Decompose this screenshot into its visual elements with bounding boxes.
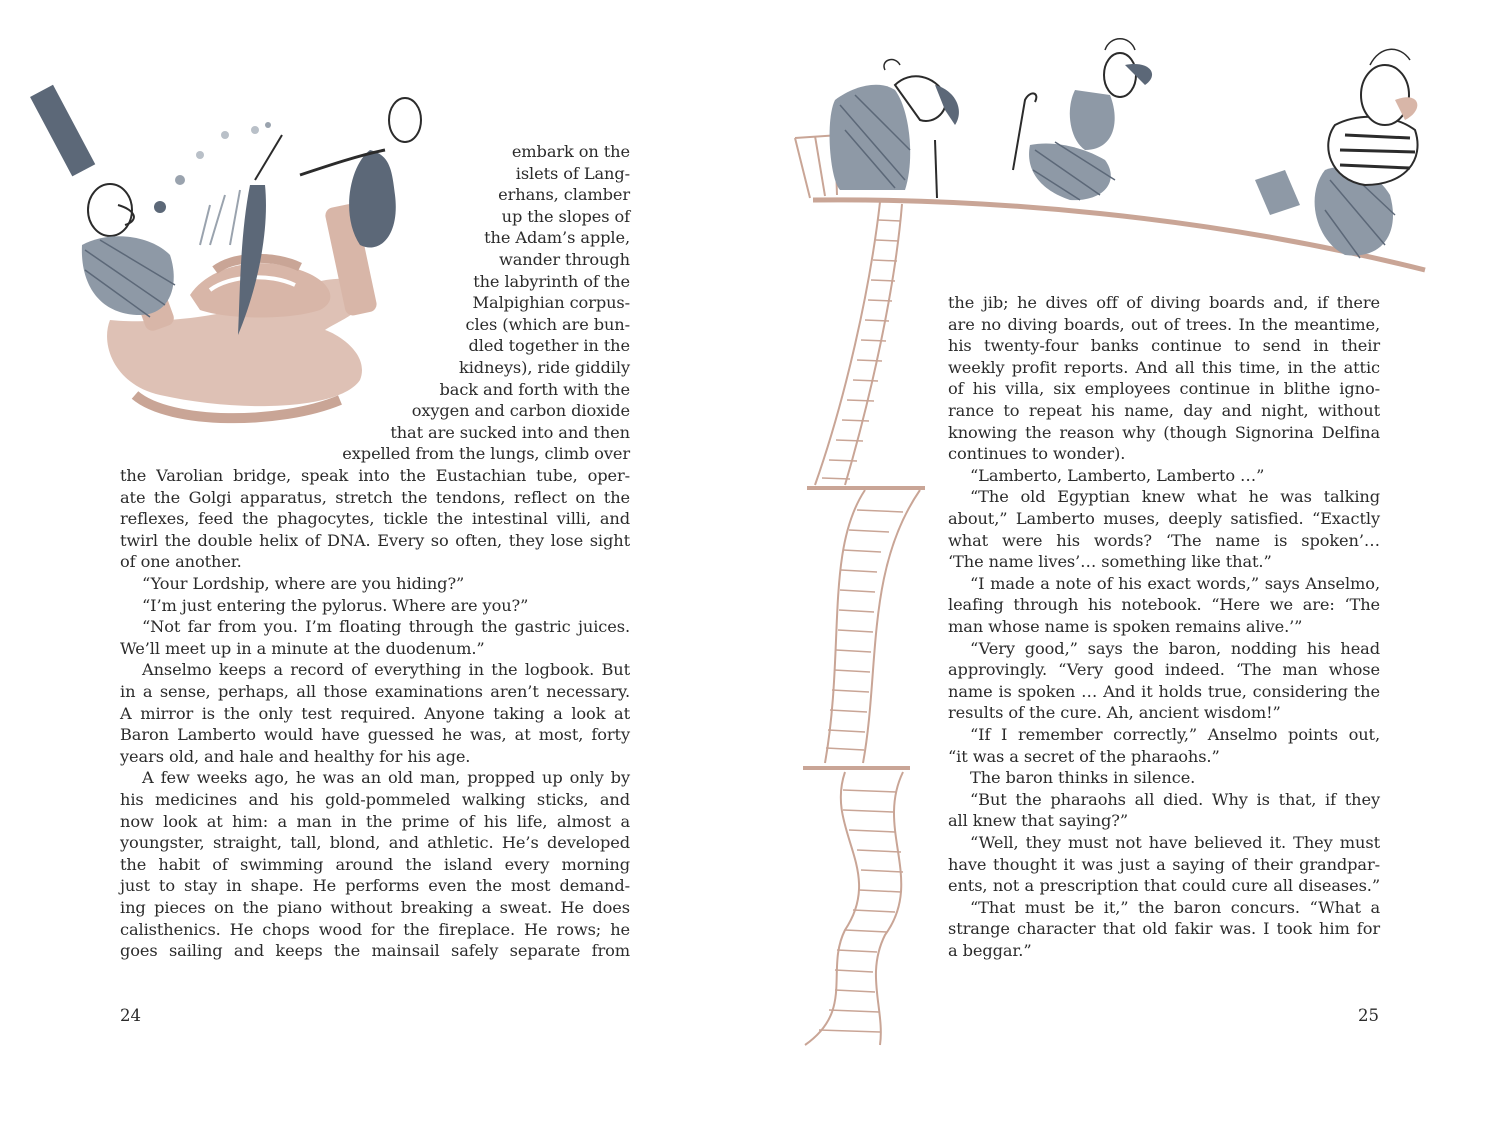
text-line: islets of Lang- [515,163,630,183]
text-line: “But the pharaohs all died. Why is that, if they [970,789,1380,809]
text-line: leafing through his notebook. “Here we are: ‘The [948,595,1380,615]
page-number-right: 25 [1358,1006,1379,1025]
text-line: what were his words? ‘The name is spoken’… [948,530,1380,550]
text-line: knowing the reason why (though Signorina Delfina [948,422,1380,442]
text-line: The baron thinks in silence. [970,768,1196,788]
text-line: “If I remember correctly,” Anselmo points out, [970,725,1380,744]
text-line: have thought it was just a saying of their grandpar- [948,854,1380,874]
text-line: ‘The name lives’… something like that.” [948,552,1272,572]
text-line: years old, and hale and healthy for his age. [120,746,471,766]
text-line: “I’m just entering the pylorus. Where are you?” [142,595,529,615]
text-line: strange character that old fakir was. I took him for [948,919,1380,939]
text-line: are no diving boards, out of trees. In the meantime, [948,314,1380,334]
text-line: ents, not a prescription that could cure all diseases.” [948,876,1380,896]
text-line: all knew that saying?” [948,811,1129,831]
text-line: ate the Golgi apparatus, stretch the tendons, reflect on the [120,487,630,507]
text-line: “Your Lordship, where are you hiding?” [142,574,465,593]
text-line: A mirror is the only test required. Anyone taking a look at [120,703,630,723]
text-line: results of the cure. Ah, ancient wisdom!” [948,703,1281,723]
text-line: embark on the [511,142,630,161]
text-line: expelled from the lungs, climb over [342,444,630,464]
text-line: that are sucked into and then [390,422,630,442]
text-line: the Varolian bridge, speak into the Eustachian tube, oper- [120,466,630,485]
text-line: up the slopes of [501,206,630,226]
text-line: weekly profit reports. And all this time, in the attic [948,357,1380,377]
text-line: cles (which are bun- [465,314,630,334]
text-line: “The old Egyptian knew what he was talking [970,487,1380,507]
text-line: twirl the double helix of DNA. Every so often, they lose sight [120,530,630,550]
text-line: his medicines and his gold-pommeled walking sticks, and [120,790,630,809]
text-line: approvingly. “Very good indeed. ‘The man whose [948,660,1380,680]
text-line: man whose name is spoken remains alive.’” [948,617,1303,636]
text-line: A few weeks ago, he was an old man, propped up only by [142,768,630,788]
text-line: back and forth with the [439,379,630,399]
text-line: “That must be it,” the baron concurs. “What a [970,897,1380,917]
text-line: “Lamberto, Lamberto, Lamberto …” [970,465,1265,485]
text-line: a beggar.” [948,941,1032,960]
text-line: of one another. [120,552,242,572]
text-line: youngster, straight, tall, blond, and athletic. He’s developed [120,833,630,853]
text-line: goes sailing and keeps the mainsail safely separate from [120,941,630,961]
text-line: erhans, clamber [498,185,630,205]
text-line: reflexes, feed the phagocytes, tickle the intestinal villi, and [120,509,630,529]
text-line: continues to wonder). [948,444,1126,464]
text-line: “it was a secret of the pharaohs.” [948,746,1220,766]
illustration-organ-explorers [40,95,380,425]
text-line: “Very good,” says the baron, nodding his head [970,638,1380,658]
text-line: calisthenics. He chops wood for the fireplace. He rows; he [120,919,630,939]
text-line: kidneys), ride giddily [459,358,630,377]
text-line: the habit of swimming around the island every morning [120,854,630,874]
text-line: in a sense, perhaps, all those examinations aren’t necessary. [120,682,630,701]
text-line: his twenty-four banks continue to send in their [948,336,1380,356]
text-line: ing pieces on the piano without breaking a sweat. He does [120,898,630,917]
text-line: We’ll meet up in a minute at the duodenum.” [120,638,485,658]
text-line: dled together in the [468,336,630,356]
text-line: “Not far from you. I’m floating through the gastric juices. [142,617,630,637]
text-line: Anselmo keeps a record of everything in the logbook. But [142,660,630,680]
text-line: the Adam’s apple, [484,228,630,248]
text-line: Baron Lamberto would have guessed he was, at most, forty [120,725,630,745]
text-line: oxygen and carbon dioxide [411,401,630,421]
text-line: rance to repeat his name, day and night, without [948,401,1380,420]
page-number-left: 24 [120,1006,141,1025]
text-line: now look at him: a man in the prime of his life, almost a [120,811,630,831]
text-line: the labyrinth of the [473,271,630,291]
text-line: the jib; he dives off of diving boards and, if there [948,293,1380,312]
text-line: name is spoken … And it holds true, considering the [948,681,1380,701]
text-line: of his villa, six employees continue in blithe igno- [948,379,1380,399]
text-line: just to stay in shape. He performs even the most demand- [120,876,630,896]
text-line: wander through [499,250,630,269]
text-line: “Well, they must not have believed it. They must [970,833,1380,852]
text-line: “I made a note of his exact words,” says Anselmo, [970,573,1380,593]
text-line: about,” Lamberto muses, deeply satisfied. “Exactly [948,509,1380,528]
text-line: Malpighian corpus- [472,293,630,313]
